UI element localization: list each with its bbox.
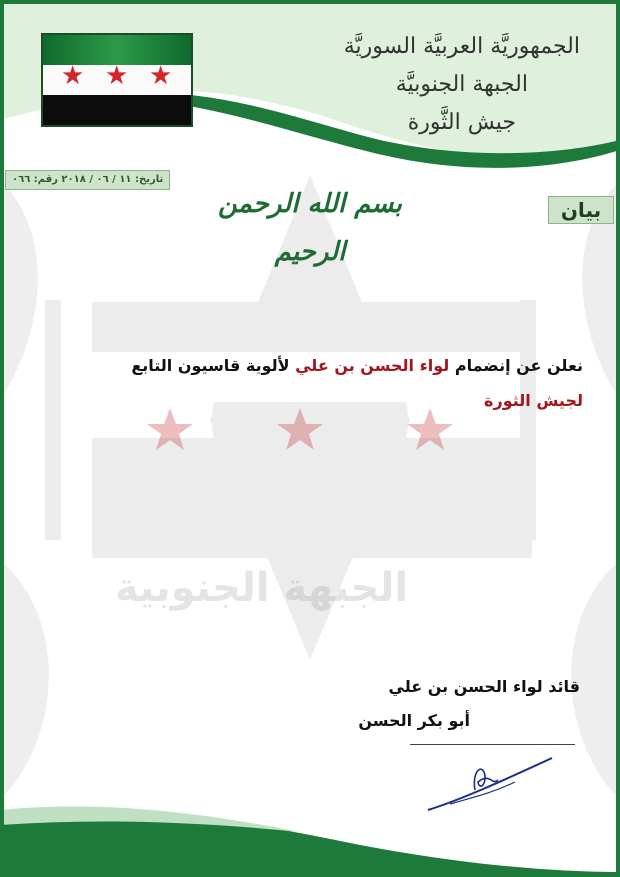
handwritten-signature <box>420 752 560 814</box>
left-border <box>0 0 4 877</box>
signatory-title: قائد لواء الحسن بن علي <box>388 677 580 696</box>
letterhead-country: الجمهوريَّة العربيَّة السوريَّة <box>343 34 580 59</box>
letterhead-army: جيش الثَّورة <box>407 110 516 135</box>
right-border <box>616 0 620 877</box>
watermark-text: الجبهة الجنوبية <box>115 565 409 611</box>
letterhead <box>344 28 580 142</box>
syrian-revolution-flag <box>41 33 193 127</box>
basmala-calligraphy: بسم الله الرحمن الرحيم <box>218 189 402 267</box>
body-line-2: لجيش الثورة <box>484 391 583 410</box>
date-number-field: تاريخ: ١١ / ٠٦ / ٢٠١٨ رقم: ٠٦٦ <box>5 170 170 190</box>
signatory-name: أبو بكر الحسن <box>358 711 470 730</box>
star-icon: ★ <box>105 61 129 91</box>
letterhead-front: الجبهة الجنوبيَّة <box>395 72 528 97</box>
signature-line <box>410 744 575 745</box>
brigade-name-highlight: لواء الحسن بن علي <box>295 356 450 375</box>
star-icon: ★ <box>61 61 85 91</box>
body-line-1: نعلن عن إنضمام لواء الحسن بن علي لألوية قاسيون التابع <box>131 356 583 375</box>
statement-label: بيان <box>548 196 614 224</box>
top-border <box>0 0 620 4</box>
star-icon: ★ <box>149 61 173 91</box>
